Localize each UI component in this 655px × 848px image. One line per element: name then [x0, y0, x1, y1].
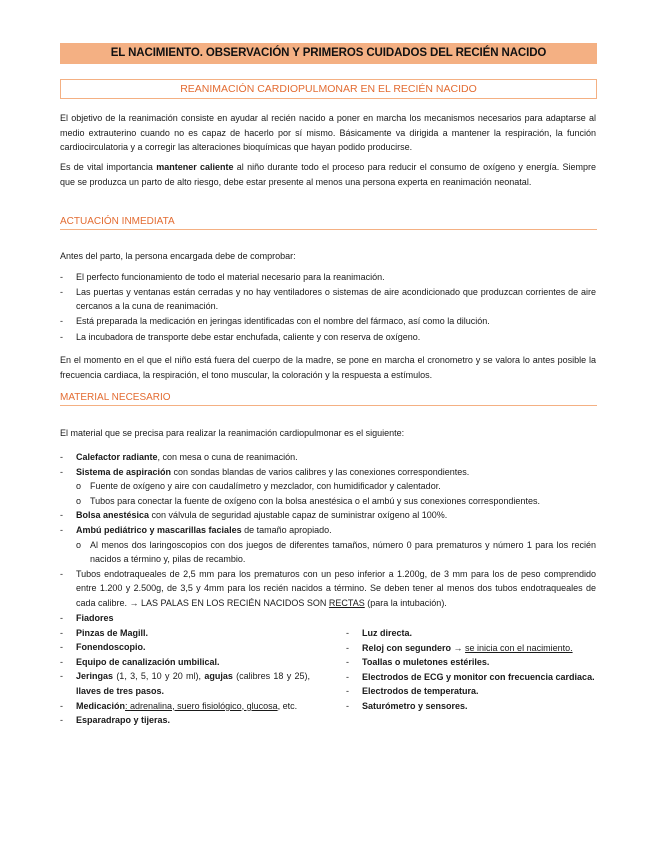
list-item: - Esparadrapo y tijeras.: [60, 715, 171, 726]
list-item: - Electrodos de ECG y monitor con frecuencia cardiaca.: [346, 671, 595, 682]
list-item: - La incubadora de transporte debe estar enchufada, caliente y con reserva de oxígeno.: [60, 332, 421, 343]
list-item: - Las puertas y ventanas están cerradas y no hay ventiladores o sistemas de aire acondicionado que produzcan corrientes de aire cercanos a la cuna de reanimación.: [60, 286, 596, 312]
actuacion-lead: Antes del parto, la persona encargada debe de comprobar:: [60, 251, 296, 261]
actuacion-closing: En el momento en el que el niño está fuera del cuerpo de la madre, se pone en marcha el cronometro y se valora lo antes posible la frecuencia cardiaca, la respiración, el tono muscular, la coloración y la respuesta a estímulos.: [60, 355, 596, 380]
list-item: - Sistema de aspiración con sondas blandas de varios calibres y las conexiones correspondientes.: [60, 466, 470, 477]
emphasis-keep-warm: mantener caliente: [156, 162, 234, 172]
material-list: [60, 450, 596, 611]
underlined-rectas: RECTAS: [328, 597, 365, 608]
material-lead: El material que se precisa para realizar la reanimación cardiopulmonar es el siguiente:: [60, 428, 405, 438]
material-right-column: [346, 626, 597, 714]
sub-list-item: o Tubos para conectar la fuente de oxígeno con la bolsa anestésica o el ambú y sus conexiones correspondientes.: [76, 495, 540, 506]
list-item: - Está preparada la medicación en jeringas identificadas con el nombre del fármaco, así como la dilución.: [60, 315, 490, 326]
list-item: - Fiadores: [60, 613, 114, 623]
list-item: - Calefactor radiante, con mesa o cuna de reanimación.: [60, 452, 298, 462]
list-item: - Pinzas de Magill.: [60, 627, 149, 638]
list-item: - Medicación: adrenalina, suero fisiológico, glucosa, etc.: [60, 700, 298, 711]
list-item: - Saturómetro y sensores.: [346, 700, 468, 711]
list-item: - Ambú pediátrico y mascarillas faciales de tamaño apropiado.: [60, 524, 332, 535]
section-subtitle: REANIMACIÓN CARDIOPULMONAR EN EL RECIÉN NACIDO: [60, 79, 597, 99]
list-item: - Fonendoscopio.: [60, 642, 146, 653]
heading-material-necesario: MATERIAL NECESARIO: [60, 392, 597, 406]
list-item: - Bolsa anestésica con válvula de seguridad ajustable capaz de suministrar oxígeno al 100%.: [60, 510, 448, 521]
list-item: - Toallas o muletones estériles.: [346, 657, 490, 668]
intro-paragraph-2: Es de vital importancia mantener caliente al niño durante todo el proceso para reducir el consumo de oxígeno y energía. Siempre que se produzca un parto de alto riesgo, debe estar presente al menos una persona experta en reanimación neonatal.: [60, 162, 597, 187]
list-item: - Tubos endotraqueales de 2,5 mm para los prematuros con un peso inferior a 1.200g, de 3 mm para los de peso comprendido entre 1.200 y 2.500g, de 3,5 y 4mm para los recién nacidos a término. Se deben tener al menos dos tubos endotraqueales de cada calibre. → LAS PALAS EN LOS RECIÉN NACIDOS SON RECTAS (para la intubación).: [60, 568, 596, 608]
document-title: EL NACIMIENTO. OBSERVACIÓN Y PRIMEROS CUIDADOS DEL RECIÉN NACIDO: [60, 43, 597, 64]
list-item: - Reloj con segundero → se inicia con el nacimiento.: [346, 642, 573, 653]
sub-list-item: o Al menos dos laringoscopios con dos juegos de diferentes tamaños, número 0 para prematuros y número 1 para los recién nacidos a término y, pilas de recambio.: [76, 539, 596, 565]
actuacion-list: [60, 270, 596, 345]
material-left-column: [60, 611, 310, 728]
list-item: - Equipo de canalización umbilical.: [60, 656, 220, 667]
intro-paragraph-1: El objetivo de la reanimación consiste en ayudar al recién nacido a poner en marcha los mecanismos necesarios para adaptarse al medio extrauterino cuando no es capaz de hacerlo por sí mismo. Básicamente va dirigida a mantener la respiración, la función cardiocirculatoria y a corregir las alteraciones bioquímicas que hayan podido producirse.: [60, 113, 596, 153]
sub-list-item: o Fuente de oxígeno y aire con caudalímetro y mezclador, con humidificador y calentador.: [76, 481, 441, 492]
list-item: - Luz directa.: [346, 628, 413, 638]
list-item: - Jeringas (1, 3, 5, 10 y 20 ml), agujas (calibres 18 y 25), llaves de tres pasos.: [60, 671, 310, 696]
list-item: - El perfecto funcionamiento de todo el material necesario para la reanimación.: [60, 272, 385, 282]
heading-actuacion-inmediata: ACTUACIÓN INMEDIATA: [60, 216, 597, 230]
list-item: - Electrodos de temperatura.: [346, 686, 479, 697]
